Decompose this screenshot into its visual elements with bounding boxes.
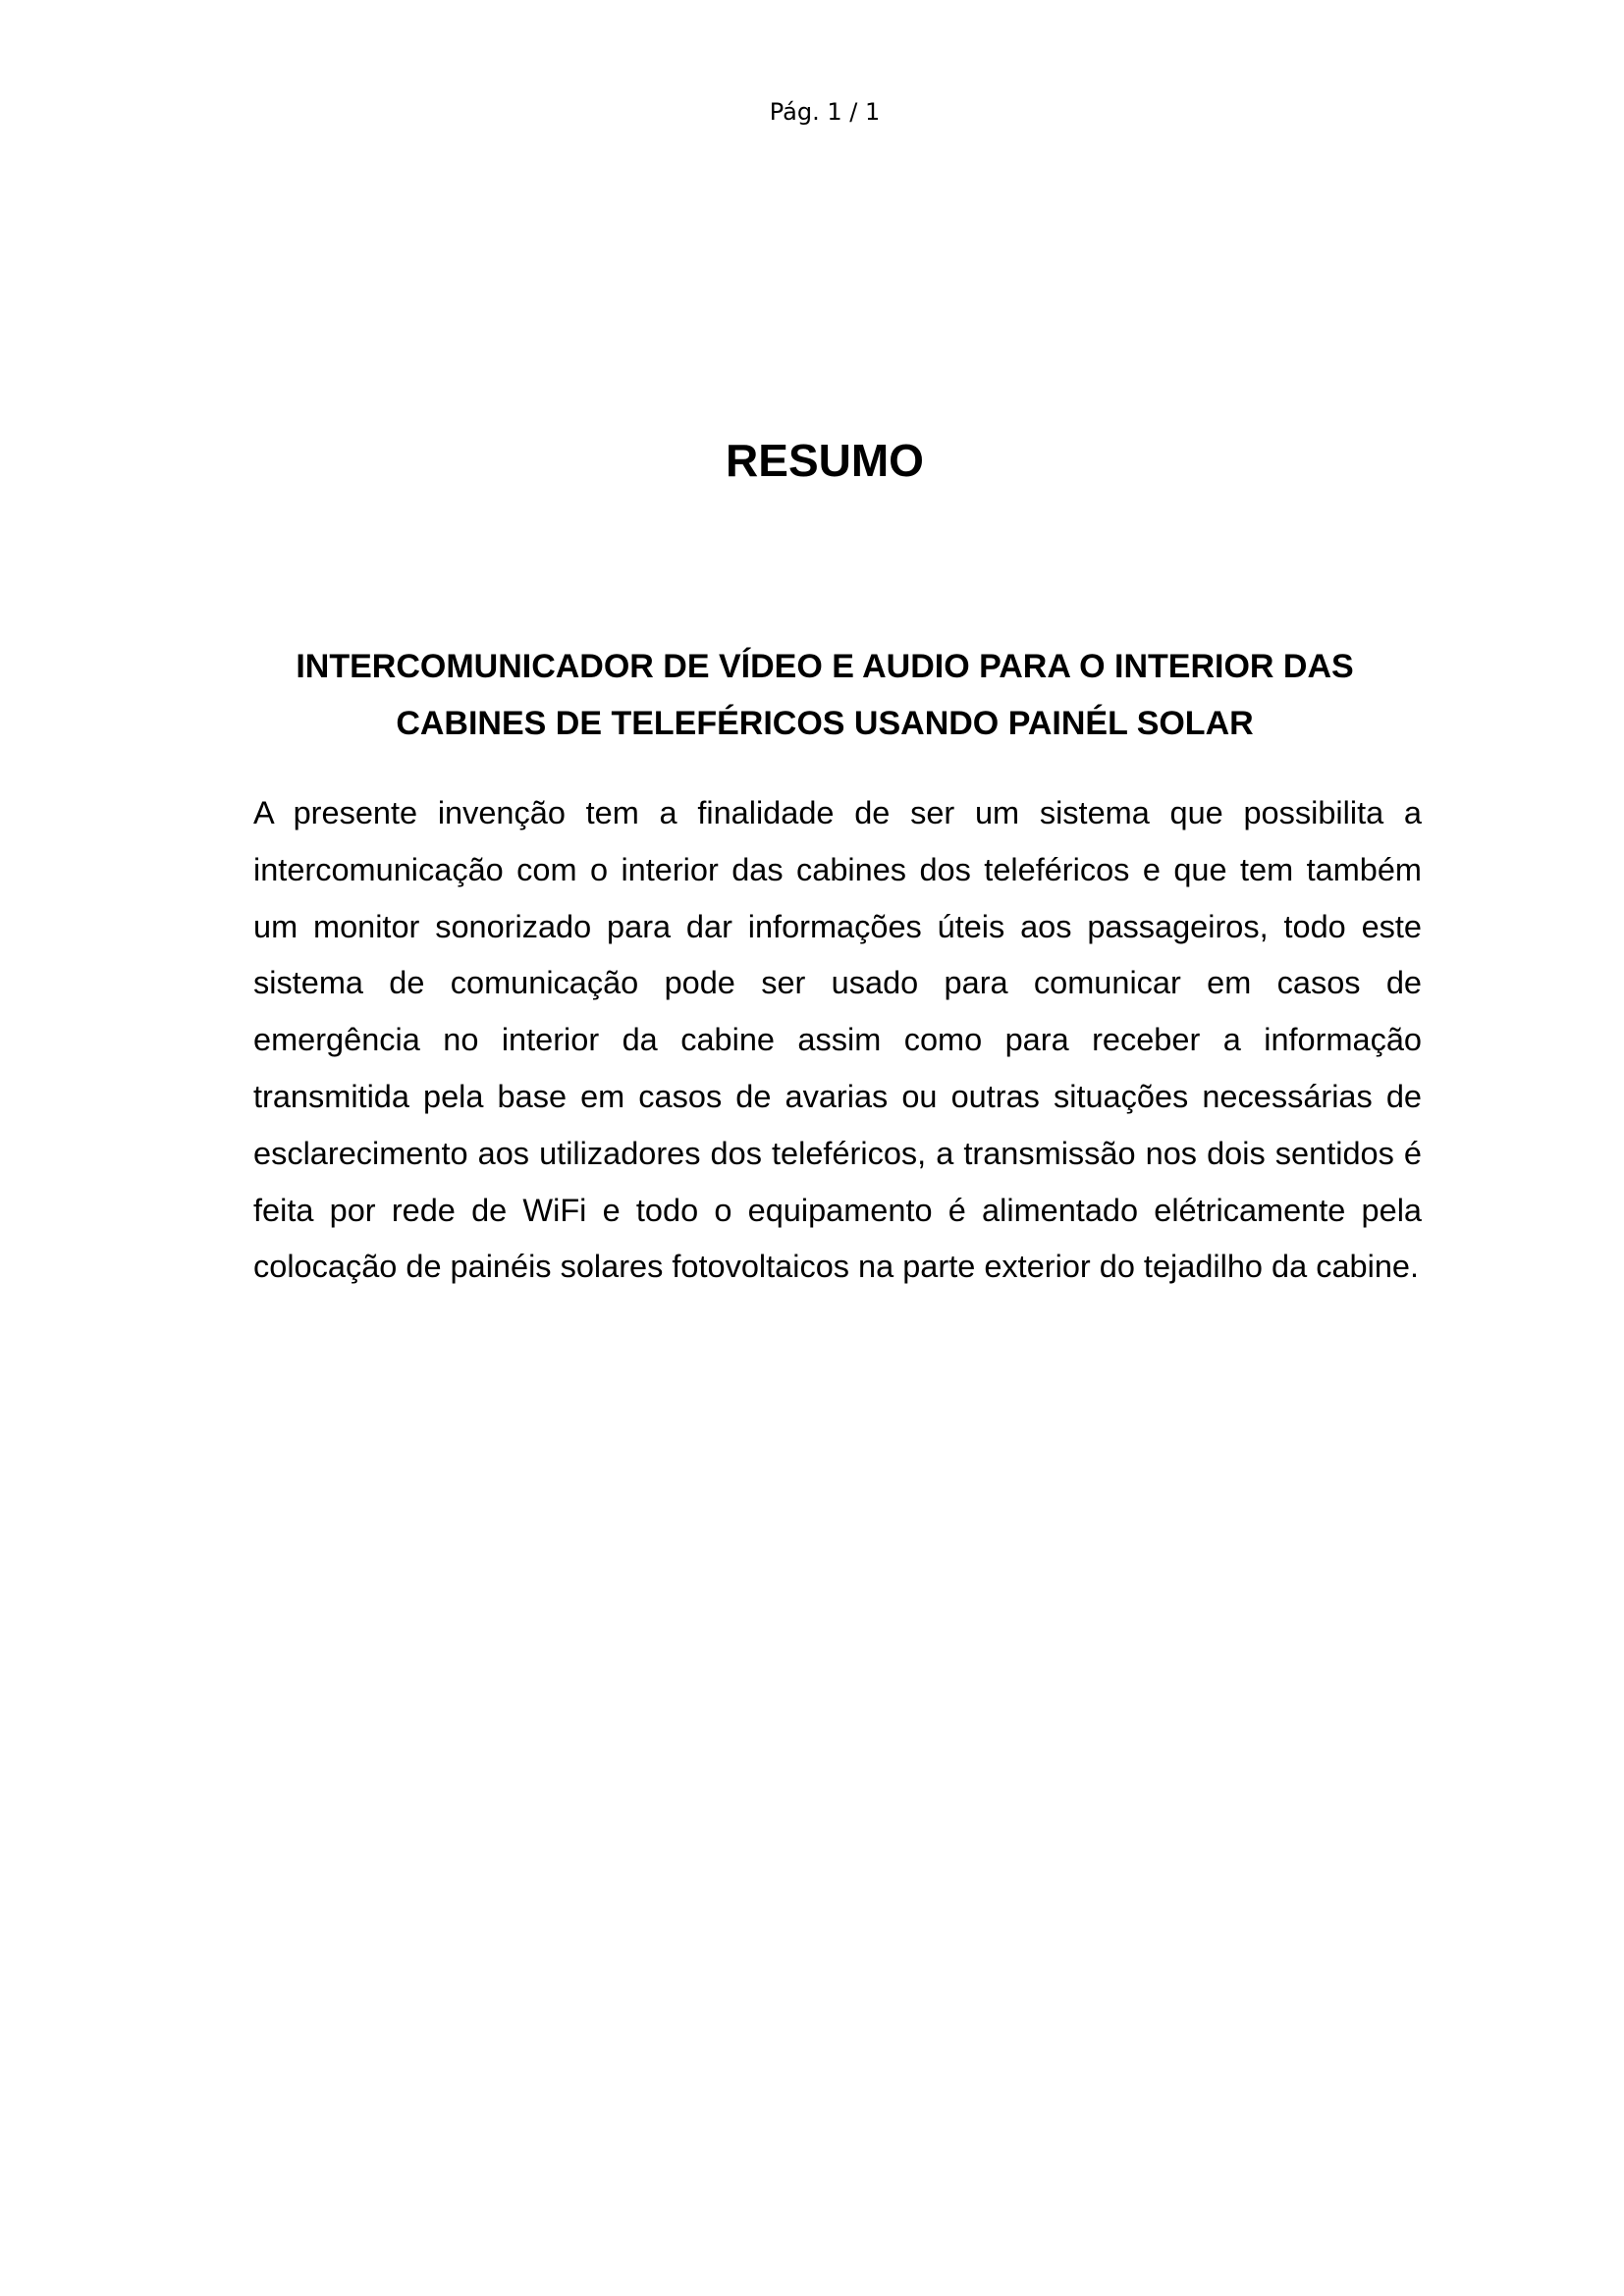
document-title — [236, 638, 1414, 752]
page-number: Pág. 1 / 1 — [769, 98, 881, 126]
section-heading: RESUMO — [726, 435, 924, 486]
document-title-line-1: INTERCOMUNICADOR DE VÍDEO E AUDIO PARA O INTERIOR DAS — [296, 648, 1354, 685]
abstract-paragraph: A presente invenção tem a finalidade de ser um sistema que possibilita a intercomunicação com o interior das cabines dos teleféricos e que tem também um monitor sonorizado para dar informações úteis aos passageiros, todo este sistema de comunicação pode ser usado para comunicar em casos de emergência no interior da cabine assim como para receber a informação transmitida pela base em casos de avarias ou outras situações necessárias de esclarecimento aos utilizadores dos teleféricos, a transmissão nos dois sentidos é feita por rede de WiFi e todo o equipamento é alimentado elétricamente pela colocação de painéis solares fotovoltaicos na parte exterior do tejadilho da cabine. — [253, 795, 1422, 1285]
document-title-line-2: CABINES DE TELEFÉRICOS USANDO PAINÉL SOLAR — [396, 705, 1254, 742]
